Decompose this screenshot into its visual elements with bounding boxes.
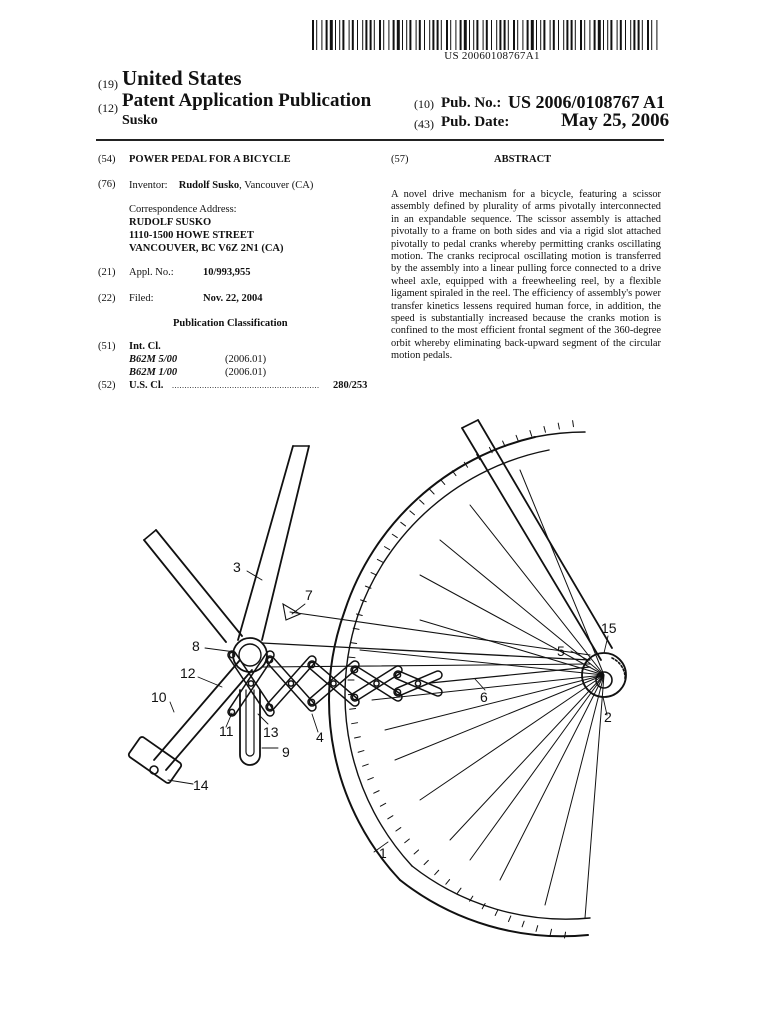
us-cl-value: 280/253	[333, 380, 368, 391]
frame-stay	[462, 420, 612, 660]
patent-title: POWER PEDAL FOR A BICYCLE	[129, 154, 291, 165]
label-10: 10	[151, 689, 167, 705]
label-14: 14	[193, 777, 209, 793]
label-12: 12	[180, 665, 196, 681]
code-10: (10)	[414, 97, 434, 111]
code-52: (52)	[98, 380, 116, 391]
code-54: (54)	[98, 154, 116, 165]
appl-label: Appl. No.:	[129, 267, 174, 278]
label-15: 15	[601, 620, 617, 636]
label-11: 11	[219, 723, 234, 739]
label-4: 4	[316, 729, 324, 745]
country: United States	[122, 66, 242, 90]
code-21: (21)	[98, 267, 116, 278]
abstract-text: A novel drive mechanism for a bicycle, featuring a scissor assembly defined by plurality of arms pivotally interconnected in an expandable sequence. The scissor assembly is attached pivotally to a frame on both sides and via a rigid slot attached pivotally to pedal cranks whereby permitting cranks oscillating motion. The cranks reciprocal oscillating motion is transferred by the assembly into a linear pulling force connected to a drive wheel axle, equipped with a freewheeling reel, by a flexible ligament spiraled in the reel. The efficiency of assembly's power transfer kinetics lessens required human force, in addition, the speed is substantially increased because the cranks motion is confined to the most efficient frontal segment of the 360-degree orbit whereby eliminating back-upward segment of the circular motion pedals.	[391, 189, 661, 362]
header-rule	[96, 139, 664, 141]
code-76: (76)	[98, 179, 116, 190]
label-2: 2	[604, 709, 612, 725]
publication-classification-heading: Publication Classification	[173, 318, 288, 329]
correspondence-label: Correspondence Address:	[129, 204, 237, 215]
class-1-version: (2006.01)	[225, 354, 267, 365]
code-12: (12)	[98, 101, 118, 115]
down-tube	[144, 530, 242, 642]
correspondence-street: 1110-1500 HOWE STREET	[129, 230, 254, 241]
correspondence-name: RUDOLF SUSKO	[129, 217, 212, 228]
code-43: (43)	[414, 117, 434, 131]
inventor-label: Inventor:	[129, 180, 168, 191]
label-5: 5	[557, 643, 565, 659]
barcode-number: US 20060108767A1	[444, 50, 540, 62]
class-2-version: (2006.01)	[225, 367, 267, 378]
code-57: (57)	[391, 154, 409, 165]
rigid-slot	[240, 690, 260, 765]
inventor-location: , Vancouver (CA)	[239, 180, 314, 191]
pub-date-label: Pub. Date:	[441, 114, 510, 130]
class-2: B62M 1/00	[129, 367, 178, 378]
code-19: (19)	[98, 77, 118, 91]
label-6: 6	[480, 689, 488, 705]
correspondence-city: VANCOUVER, BC V6Z 2N1 (CA)	[129, 243, 284, 254]
us-cl-label: U.S. Cl.	[129, 380, 164, 391]
us-cl-leader-dots: ...........................................................	[172, 381, 320, 390]
class-1: B62M 5/00	[129, 354, 178, 365]
inventor-short: Susko	[122, 113, 158, 128]
filed-date: Nov. 22, 2004	[203, 293, 263, 304]
filed-label: Filed:	[129, 293, 154, 304]
crank-arm	[154, 660, 252, 770]
barcode	[312, 20, 662, 50]
ligament	[430, 667, 590, 683]
code-22: (22)	[98, 293, 116, 304]
appl-number: 10/993,955	[203, 267, 251, 278]
label-7: 7	[305, 587, 313, 603]
inventor-name: Rudolf Susko	[178, 180, 240, 191]
label-8: 8	[192, 638, 200, 654]
abstract-heading: ABSTRACT	[494, 154, 552, 165]
label-13: 13	[263, 724, 279, 740]
seat-tube	[238, 446, 309, 640]
label-1: 1	[379, 845, 387, 861]
int-cl-label: Int. Cl.	[129, 341, 161, 352]
patent-drawing	[0, 400, 768, 1024]
chain-stay	[262, 643, 590, 660]
pub-no-label: Pub. No.:	[441, 95, 502, 111]
pub-date: May 25, 2006	[561, 110, 670, 131]
publication-type: Patent Application Publication	[122, 90, 372, 111]
label-9: 9	[282, 744, 290, 760]
code-51: (51)	[98, 341, 116, 352]
pub-no: US 2006/0108767 A1	[508, 92, 666, 112]
label-3: 3	[233, 559, 241, 575]
